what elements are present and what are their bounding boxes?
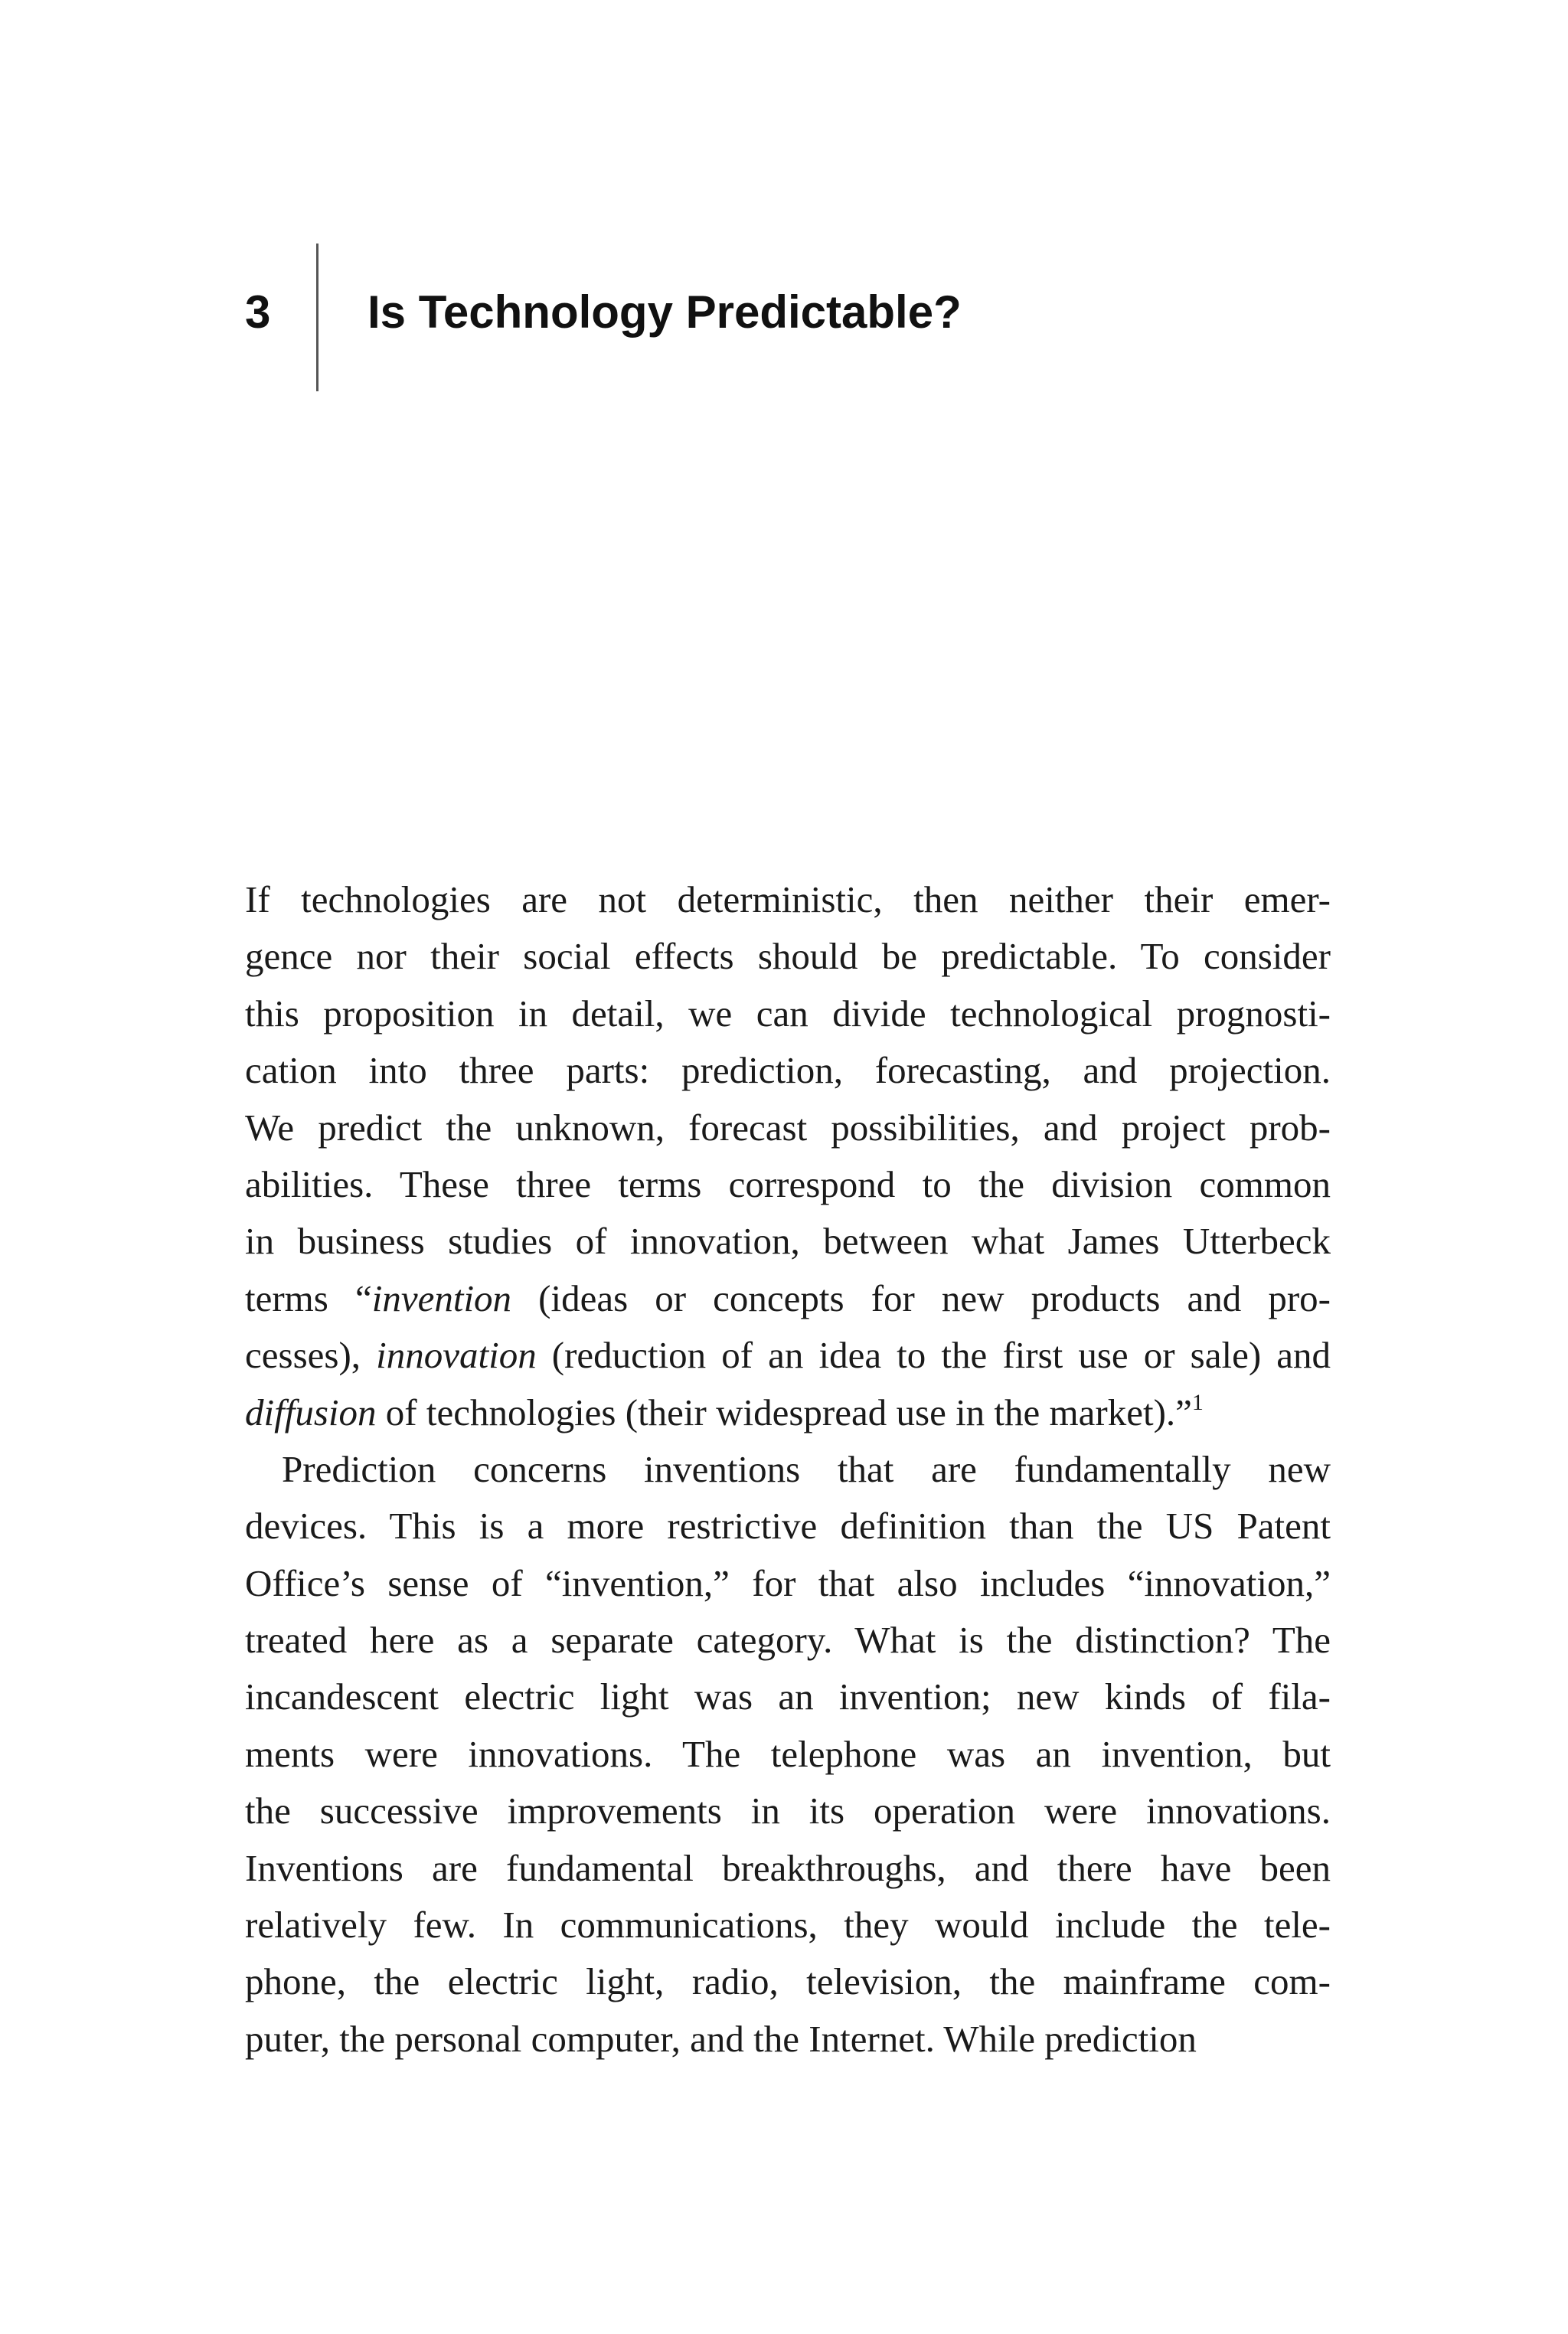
text-run: cesses),	[245, 1334, 377, 1377]
text-run: We predict the unknown, forecast possibilities, and project prob-	[245, 1106, 1331, 1149]
text-run: puter, the personal computer, and the Internet. While prediction	[245, 2017, 1197, 2060]
text-line	[245, 1156, 1331, 1213]
chapter-number: 3	[245, 286, 271, 338]
text-line	[245, 1897, 1331, 1953]
text-run: If technologies are not deterministic, then neither their emer-	[245, 878, 1331, 920]
text-line	[245, 1441, 1331, 1498]
italic-term: diffusion	[245, 1391, 377, 1433]
text-run: Inventions are fundamental breakthroughs, and there have been	[245, 1846, 1331, 1889]
italic-term: invention	[371, 1277, 512, 1319]
text-line	[245, 1270, 1331, 1327]
text-run: Prediction concerns inventions that are fundamentally new	[282, 1447, 1331, 1490]
text-run: gence nor their social effects should be predictable. To consider	[245, 935, 1331, 978]
paragraph-2	[245, 1441, 1331, 2068]
text-line	[245, 1783, 1331, 1839]
text-line	[245, 1612, 1331, 1669]
text-line	[245, 1498, 1331, 1554]
text-line	[245, 1327, 1331, 1384]
text-run: this proposition in detail, we can divide technological prognosti-	[245, 992, 1331, 1035]
text-run: relatively few. In communications, they would include the tele-	[245, 1904, 1331, 1947]
text-run: (ideas or concepts for new products and pro-	[511, 1277, 1331, 1319]
body-text	[245, 871, 1331, 2068]
chapter-title: Is Technology Predictable?	[368, 286, 962, 338]
text-run: the successive improvements in its operation were innovations.	[245, 1790, 1331, 1832]
text-line	[245, 1726, 1331, 1783]
footnote-reference[interactable]: 1	[1191, 1389, 1204, 1415]
text-line	[245, 1669, 1331, 1725]
text-run: incandescent electric light was an invention; new kinds of fila-	[245, 1675, 1331, 1718]
text-run: terms “	[245, 1277, 372, 1319]
chapter-divider	[316, 244, 318, 391]
text-run: phone, the electric light, radio, television, the mainframe com-	[245, 1960, 1331, 2003]
text-run: devices. This is a more restrictive definition than the US Patent	[245, 1505, 1331, 1548]
text-run: ments were innovations. The telephone was an invention, but	[245, 1732, 1331, 1775]
text-line	[245, 2011, 1331, 2068]
text-run: (reduction of an idea to the first use or sale) and	[536, 1334, 1331, 1377]
text-line	[245, 1042, 1331, 1099]
text-run: abilities. These three terms correspond to the division common	[245, 1162, 1331, 1205]
paragraph-1	[245, 871, 1331, 1441]
text-line	[245, 1100, 1331, 1156]
text-line	[245, 1555, 1331, 1612]
text-run: cation into three parts: prediction, forecasting, and projection.	[245, 1049, 1331, 1092]
text-line	[245, 928, 1331, 985]
text-run: of technologies (their widespread use in the market).”	[376, 1391, 1192, 1433]
text-line	[245, 986, 1331, 1042]
text-line	[245, 1840, 1331, 1897]
text-line	[245, 1213, 1331, 1270]
italic-term: innovation	[376, 1334, 537, 1377]
text-line	[245, 871, 1331, 928]
text-line	[245, 1384, 1331, 1441]
text-run: in business studies of innovation, between what James Utterbeck	[245, 1220, 1331, 1263]
text-line	[245, 1953, 1331, 2010]
text-run: Office’s sense of “invention,” for that also includes “innovation,”	[245, 1561, 1331, 1604]
text-run: treated here as a separate category. What is the distinction? The	[245, 1619, 1331, 1662]
